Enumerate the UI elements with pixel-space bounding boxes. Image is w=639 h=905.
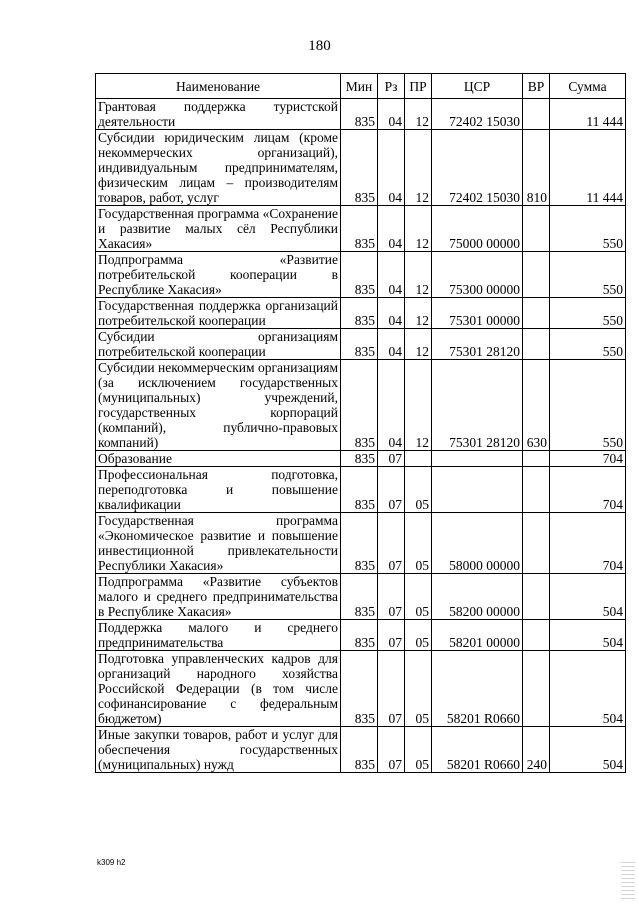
row-csr — [432, 451, 523, 467]
table-body — [96, 99, 626, 773]
row-sum: 704 — [550, 451, 626, 467]
row-rz: 07 — [378, 467, 405, 513]
row-csr: 72402 15030 — [432, 130, 523, 206]
row-vr — [523, 298, 550, 329]
page-number: 180 — [308, 38, 331, 54]
row-name: Субсидии юридическим лицам (кроме некоммерческих организаций), индивидуальным предпринимателям, физическим лицам – производителям товаров, работ, услуг — [96, 130, 341, 206]
header-vr: ВР — [523, 74, 550, 99]
header-csr: ЦСР — [432, 74, 523, 99]
row-min: 835 — [341, 451, 378, 467]
row-sum: 11 444 — [550, 130, 626, 206]
row-vr: 630 — [523, 360, 550, 451]
row-csr: 75301 00000 — [432, 298, 523, 329]
row-rz: 04 — [378, 99, 405, 130]
row-name: Иные закупки товаров, работ и услуг для обеспечения государственных (муниципальных) нужд — [96, 727, 341, 773]
row-pr: 12 — [405, 130, 432, 206]
table-row — [96, 130, 626, 206]
row-min: 835 — [341, 620, 378, 651]
row-name: Грантовая поддержка туристской деятельности — [96, 99, 341, 130]
table-row — [96, 467, 626, 513]
row-sum: 550 — [550, 206, 626, 252]
row-name: Подпрограмма «Развитие потребительской кооперации в Республике Хакасия» — [96, 252, 341, 298]
row-pr: 05 — [405, 651, 432, 727]
header-rz: Рз — [378, 74, 405, 99]
header-pr: ПР — [405, 74, 432, 99]
row-pr: 12 — [405, 329, 432, 360]
row-csr: 58000 00000 — [432, 513, 523, 574]
row-sum: 704 — [550, 467, 626, 513]
row-min: 835 — [341, 298, 378, 329]
row-min: 835 — [341, 206, 378, 252]
row-vr — [523, 329, 550, 360]
row-csr: 58201 R0660 — [432, 651, 523, 727]
row-pr: 12 — [405, 99, 432, 130]
row-vr — [523, 467, 550, 513]
row-sum: 550 — [550, 298, 626, 329]
row-pr: 12 — [405, 298, 432, 329]
row-csr — [432, 467, 523, 513]
row-sum: 550 — [550, 360, 626, 451]
row-sum: 704 — [550, 513, 626, 574]
table-row — [96, 574, 626, 620]
row-vr: 810 — [523, 130, 550, 206]
row-csr: 75300 00000 — [432, 252, 523, 298]
row-min: 835 — [341, 467, 378, 513]
table-row — [96, 206, 626, 252]
row-rz: 04 — [378, 130, 405, 206]
row-name: Подготовка управленческих кадров для организаций народного хозяйства Российской Федерации (в том числе софинансирование с федеральным бюджетом) — [96, 651, 341, 727]
row-min: 835 — [341, 360, 378, 451]
row-name: Подпрограмма «Развитие субъектов малого и среднего предпринимательства в Республике Хакасия» — [96, 574, 341, 620]
row-rz: 04 — [378, 206, 405, 252]
table-row — [96, 360, 626, 451]
table-row — [96, 513, 626, 574]
row-csr: 75301 28120 — [432, 360, 523, 451]
row-vr — [523, 574, 550, 620]
row-csr: 58201 R0660 — [432, 727, 523, 773]
row-min: 835 — [341, 329, 378, 360]
table-row — [96, 620, 626, 651]
table-row — [96, 651, 626, 727]
row-pr: 12 — [405, 360, 432, 451]
row-sum: 11 444 — [550, 99, 626, 130]
row-name: Образование — [96, 451, 341, 467]
table-row — [96, 252, 626, 298]
row-vr — [523, 651, 550, 727]
row-rz: 07 — [378, 620, 405, 651]
row-sum: 504 — [550, 651, 626, 727]
row-pr: 05 — [405, 467, 432, 513]
row-rz: 04 — [378, 329, 405, 360]
row-min: 835 — [341, 130, 378, 206]
header-name: Наименование — [96, 74, 341, 99]
row-pr: 05 — [405, 727, 432, 773]
row-name: Субсидии некоммерческим организациям (за исключением государственных (муниципальных) учреждений, государственных корпораций (компаний), публично-правовых компаний) — [96, 360, 341, 451]
row-sum: 550 — [550, 252, 626, 298]
row-name: Субсидии организациям потребительской кооперации — [96, 329, 341, 360]
row-min: 835 — [341, 99, 378, 130]
footer-code: k309 h2 — [97, 858, 126, 867]
row-pr: 12 — [405, 206, 432, 252]
row-csr: 58200 00000 — [432, 574, 523, 620]
row-min: 835 — [341, 651, 378, 727]
row-min: 835 — [341, 727, 378, 773]
row-name: Государственная программа «Экономическое развитие и повышение инвестиционной привлекательности Республики Хакасия» — [96, 513, 341, 574]
row-min: 835 — [341, 252, 378, 298]
budget-table — [95, 73, 626, 773]
row-rz: 07 — [378, 574, 405, 620]
row-name: Государственная поддержка организаций потребительской кооперации — [96, 298, 341, 329]
row-vr — [523, 206, 550, 252]
row-rz: 07 — [378, 451, 405, 467]
row-name: Поддержка малого и среднего предпринимательства — [96, 620, 341, 651]
row-sum: 504 — [550, 574, 626, 620]
scan-artifact — [621, 859, 635, 899]
row-name: Профессиональная подготовка, переподготовка и повышение квалификации — [96, 467, 341, 513]
table-row — [96, 451, 626, 467]
header-min: Мин — [341, 74, 378, 99]
row-vr — [523, 620, 550, 651]
row-pr — [405, 451, 432, 467]
row-pr: 05 — [405, 620, 432, 651]
row-pr: 05 — [405, 513, 432, 574]
row-min: 835 — [341, 513, 378, 574]
row-vr — [523, 252, 550, 298]
row-csr: 75301 28120 — [432, 329, 523, 360]
row-vr — [523, 451, 550, 467]
row-rz: 04 — [378, 252, 405, 298]
table-row — [96, 99, 626, 130]
row-vr: 240 — [523, 727, 550, 773]
row-rz: 07 — [378, 651, 405, 727]
row-sum: 504 — [550, 727, 626, 773]
row-sum: 550 — [550, 329, 626, 360]
row-vr — [523, 99, 550, 130]
row-pr: 12 — [405, 252, 432, 298]
row-name: Государственная программа «Сохранение и развитие малых сёл Республики Хакасия» — [96, 206, 341, 252]
row-vr — [523, 513, 550, 574]
table-header-row — [96, 74, 626, 99]
row-csr: 72402 15030 — [432, 99, 523, 130]
header-sum: Сумма — [550, 74, 626, 99]
table-row — [96, 727, 626, 773]
row-rz: 04 — [378, 360, 405, 451]
row-rz: 07 — [378, 513, 405, 574]
row-min: 835 — [341, 574, 378, 620]
row-sum: 504 — [550, 620, 626, 651]
row-pr: 05 — [405, 574, 432, 620]
table-row — [96, 298, 626, 329]
row-rz: 07 — [378, 727, 405, 773]
row-csr: 58201 00000 — [432, 620, 523, 651]
row-csr: 75000 00000 — [432, 206, 523, 252]
table-row — [96, 329, 626, 360]
row-rz: 04 — [378, 298, 405, 329]
